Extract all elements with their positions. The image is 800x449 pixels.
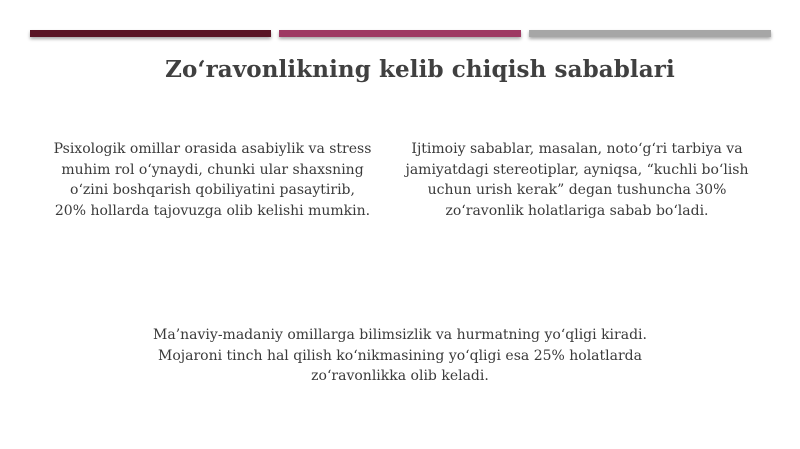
slide-title: Zo‘ravonlikning kelib chiqish sabablari — [165, 56, 675, 83]
social-causes-text: Ijtimoiy sabablar, masalan, noto‘g‘ri tarbiya va jamiyatdagi stereotiplar, ayniqsa, “kuchli bo‘lish uchun urish kerak” degan tushuncha 30% zo‘ravonlik holatlariga sabab bo‘ladi. — [405, 141, 749, 219]
accent-bar-gray — [529, 30, 771, 37]
accent-bar-magenta — [279, 30, 521, 37]
psychological-causes-text: Psixologik omillar orasida asabiylik va stress muhim rol o‘ynaydi, chunki ular shaxsning o‘zini boshqarish qobiliyatini pasaytirib, 20% hollarda tajovuzga olib kelishi mumkin. — [53, 141, 372, 219]
accent-bar-dark-red — [30, 30, 271, 37]
cultural-causes-text: Ma’naviy-madaniy omillarga bilimsizlik va hurmatning yo‘qligi kiradi. Mojaroni tinch hal qilish ko‘nikmasining yo‘qligi esa 25% holatlarda zo‘ravonlikka olib keladi. — [153, 327, 647, 384]
